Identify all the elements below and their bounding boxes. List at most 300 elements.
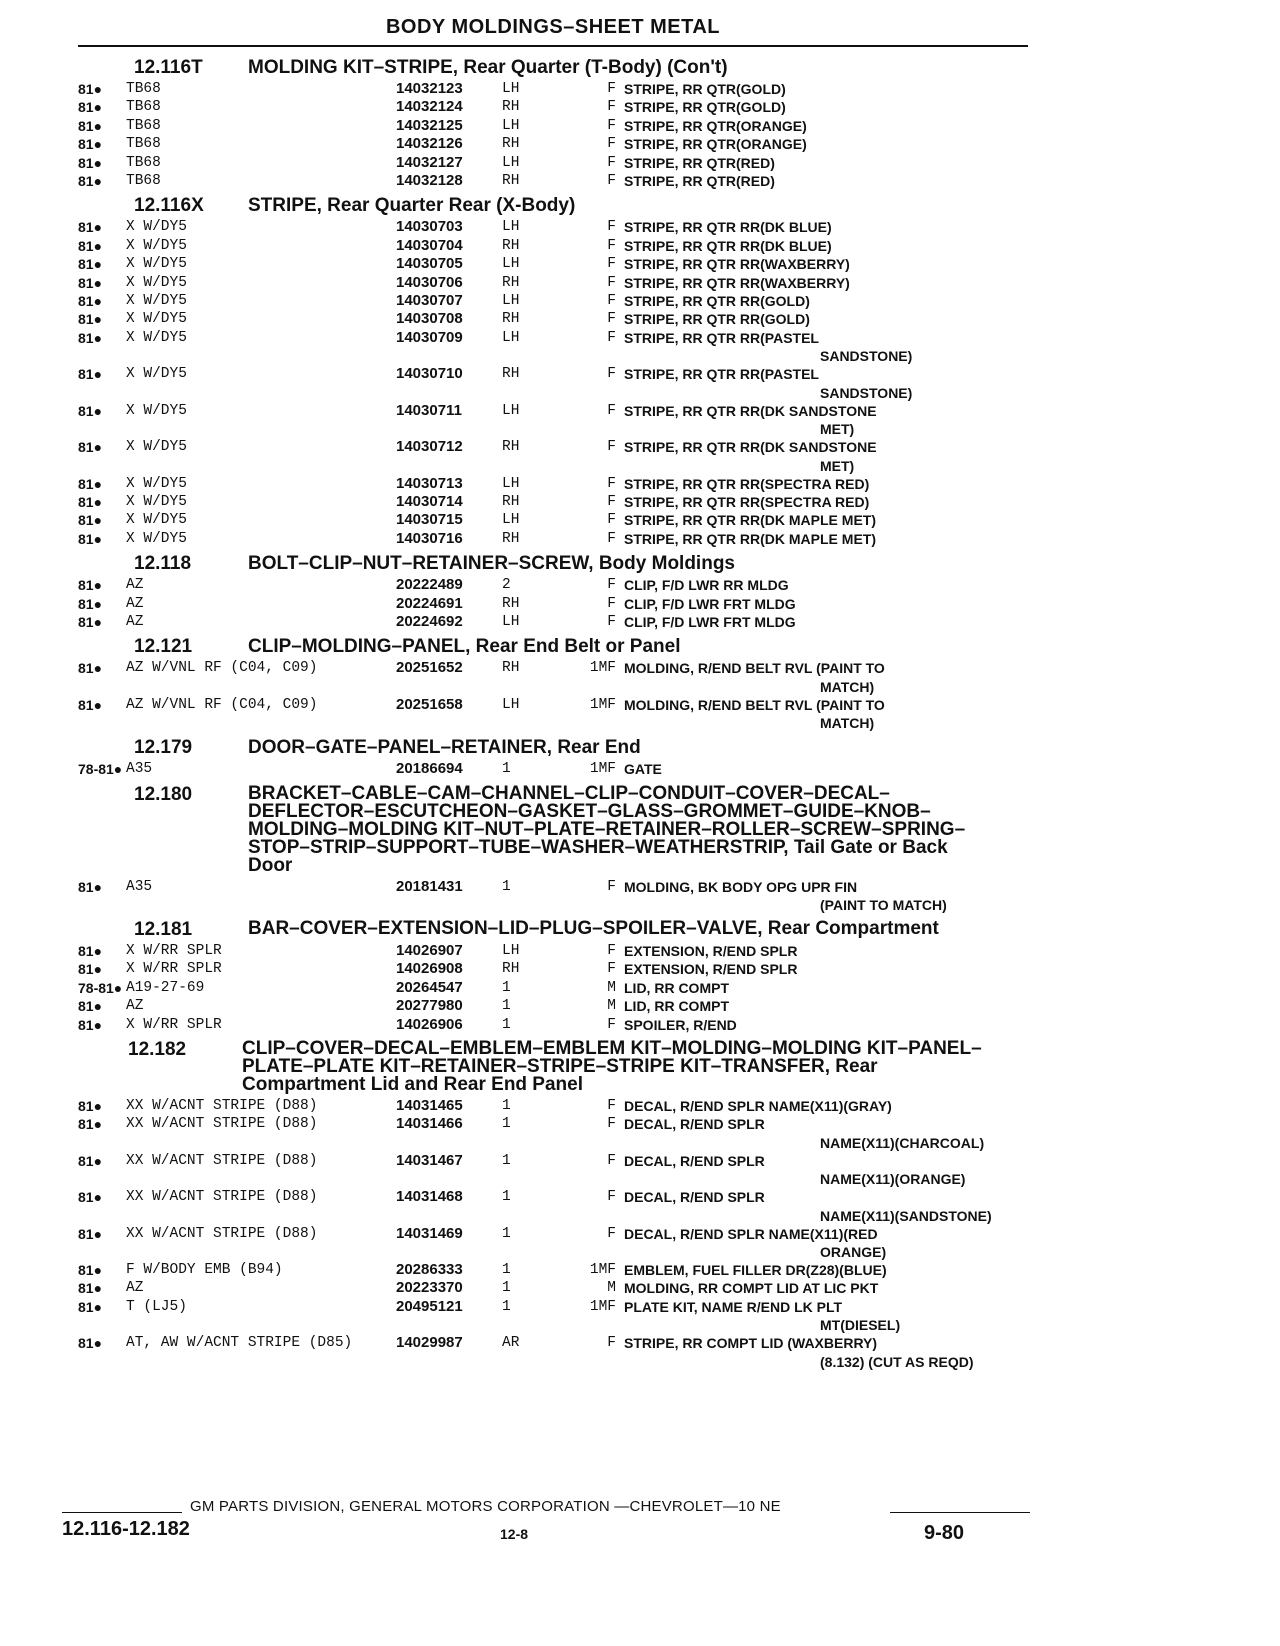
part-row — [78, 98, 1030, 116]
part-description-continued: (8.132) (CUT AS REQD) — [820, 1353, 974, 1370]
part-description: DECAL, R/END SPLR NAME(X11)(RED — [624, 1225, 878, 1242]
group-code: F — [607, 154, 616, 171]
group-code: F — [607, 1152, 616, 1169]
section-title: BRACKET–CABLE–CAM–CHANNEL–CLIP–CONDUIT–COVER–DECAL–DEFLECTOR–ESCUTCHEON–GASKET–GLASS–GROMMET–GUIDE–KNOB–MOLDING–MOLDING KIT–NUT–PLATE–RETAINER–ROLLER–SCREW–SPRING–STOP–STRIP–SUPPORT–TUBE–WASHER–WEATHERSTRIP, Tail Gate or Back Door — [248, 782, 966, 876]
group-code: F — [607, 117, 616, 134]
model-year: 81● — [78, 878, 103, 895]
model-year: 81● — [78, 942, 103, 959]
section-number: 12.180 — [134, 783, 193, 805]
group-code: F — [607, 1335, 616, 1352]
footer-page-number: 12-8 — [500, 1526, 529, 1542]
quantity: 1 — [502, 1152, 511, 1169]
model-application: TB68 — [126, 99, 161, 116]
model-application: TB68 — [126, 154, 161, 171]
section-number: 12.179 — [134, 737, 193, 759]
part-description: STRIPE, RR QTR(GOLD) — [624, 81, 786, 97]
section-number: 12.121 — [134, 636, 193, 658]
part-description: STRIPE, RR QTR RR(DK BLUE) — [624, 219, 832, 236]
part-description: STRIPE, RR QTR RR(DK BLUE) — [624, 237, 832, 254]
quantity: 1 — [502, 1189, 511, 1206]
part-row — [78, 255, 1030, 273]
model-year: 81● — [78, 1335, 103, 1352]
quantity: LH — [502, 117, 520, 134]
part-description: DECAL, R/END SPLR — [624, 1116, 765, 1133]
group-code: F — [607, 311, 616, 328]
part-number: 20223370 — [396, 1279, 463, 1297]
model-year: 81● — [78, 512, 103, 529]
section-heading — [78, 58, 1030, 77]
part-description-continued: (PAINT TO MATCH) — [820, 896, 947, 913]
catalog-section — [78, 917, 1030, 1034]
group-code: F — [607, 878, 616, 895]
part-row — [78, 942, 1030, 960]
model-year: 81● — [78, 961, 103, 978]
part-description: MOLDING, R/END BELT RVL (PAINT TO — [624, 660, 885, 677]
section-heading — [78, 782, 1030, 876]
model-application: A19-27-69 — [126, 979, 205, 996]
model-application: AZ — [126, 613, 144, 630]
group-code: F — [607, 613, 616, 630]
part-number: 20264547 — [396, 978, 463, 996]
part-number: 20495121 — [396, 1297, 463, 1315]
part-number: 14030711 — [396, 401, 462, 419]
part-number: 14030710 — [396, 365, 463, 383]
part-number: 14030707 — [396, 292, 463, 310]
part-number: 14031466 — [396, 1115, 463, 1133]
quantity: LH — [502, 219, 520, 236]
part-row — [78, 475, 1030, 493]
part-description-continued: ORANGE) — [820, 1244, 887, 1261]
catalog-section — [78, 196, 1030, 548]
model-application: X W/DY5 — [126, 530, 187, 547]
part-description: STRIPE, RR QTR RR(WAXBERRY) — [624, 274, 850, 291]
section-title: STRIPE, Rear Quarter Rear (X-Body) — [248, 195, 576, 217]
section-number: 12.116X — [134, 195, 204, 217]
part-row — [78, 172, 1030, 190]
catalog-section — [78, 782, 1030, 914]
part-row — [78, 1225, 1030, 1243]
model-year: 81● — [78, 1280, 103, 1297]
footer-date: 9-80 — [924, 1522, 965, 1544]
model-year: 81● — [78, 1298, 103, 1315]
part-description: CLIP, F/D LWR FRT MLDG — [624, 595, 796, 612]
part-description: STRIPE, RR QTR(GOLD) — [624, 99, 786, 116]
model-year: 81● — [78, 402, 103, 419]
part-number: 14031465 — [396, 1097, 463, 1114]
group-code: F — [607, 1225, 616, 1242]
group-code: F — [607, 1016, 616, 1033]
model-application: X W/RR SPLR — [126, 1016, 222, 1033]
quantity: RH — [502, 274, 520, 291]
quantity: RH — [502, 99, 520, 116]
part-description-continued: MET) — [820, 457, 855, 474]
part-number: 14032124 — [396, 98, 463, 116]
model-application: TB68 — [126, 117, 161, 134]
part-row — [78, 1334, 1030, 1352]
part-row — [78, 237, 1030, 255]
part-description: CLIP, F/D LWR FRT MLDG — [624, 613, 796, 630]
part-number: 14032128 — [396, 172, 463, 190]
model-year: 81● — [78, 1152, 103, 1169]
part-number: 14030704 — [396, 236, 463, 254]
part-description: MOLDING, RR COMPT LID AT LIC PKT — [624, 1280, 879, 1297]
model-year: 81● — [78, 493, 103, 510]
group-code: F — [607, 1098, 616, 1114]
catalog-section — [78, 1040, 1030, 1371]
part-description: GATE — [624, 761, 662, 778]
model-year: 81● — [78, 329, 103, 346]
model-year: 81● — [78, 117, 103, 134]
model-application: XX W/ACNT STRIPE (D88) — [126, 1225, 318, 1242]
model-year: 81● — [78, 595, 103, 612]
section-number: 12.181 — [134, 918, 193, 940]
section-number: 12.116T — [134, 57, 203, 78]
part-description: MOLDING, R/END BELT RVL (PAINT TO — [624, 696, 885, 713]
model-year: 81● — [78, 998, 103, 1015]
model-application: AZ W/VNL RF (C04, C09) — [126, 660, 318, 677]
group-code: F — [607, 274, 616, 291]
section-heading — [78, 196, 1030, 215]
group-code: F — [607, 293, 616, 310]
group-code: F — [607, 237, 616, 254]
group-code: 1MF — [589, 1298, 616, 1315]
part-row — [78, 576, 1030, 594]
section-number: 12.182 — [128, 1039, 187, 1060]
part-number: 14029987 — [396, 1334, 463, 1352]
model-application: X W/DY5 — [126, 237, 187, 254]
group-code: F — [607, 1116, 616, 1133]
group-code: F — [607, 439, 616, 456]
model-application: X W/DY5 — [126, 256, 187, 273]
part-number: 14030714 — [396, 492, 463, 510]
quantity: 1 — [502, 761, 511, 778]
model-application: AT, AW W/ACNT STRIPE (D85) — [126, 1335, 353, 1352]
part-description: PLATE KIT, NAME R/END LK PLT — [624, 1298, 843, 1315]
part-row — [78, 117, 1030, 135]
quantity: RH — [502, 311, 520, 328]
part-number: 14030716 — [396, 529, 463, 547]
part-description: STRIPE, RR QTR RR(GOLD) — [624, 293, 810, 310]
section-title: BAR–COVER–EXTENSION–LID–PLUG–SPOILER–VALVE, Rear Compartment — [248, 917, 939, 939]
part-row — [78, 1152, 1030, 1170]
group-code: F — [607, 577, 616, 594]
part-row — [78, 310, 1030, 328]
part-description: STRIPE, RR COMPT LID (WAXBERRY) — [624, 1335, 878, 1352]
group-code: F — [607, 173, 616, 190]
page-footer — [62, 1492, 1030, 1552]
group-code: F — [607, 219, 616, 236]
group-code: F — [607, 136, 616, 153]
page-title: BODY MOLDINGS–SHEET METAL — [385, 16, 720, 38]
model-year: 81● — [78, 311, 103, 328]
model-year: 81● — [78, 1016, 103, 1033]
quantity: 1 — [502, 1262, 511, 1279]
part-description-continued: MATCH) — [820, 715, 875, 732]
section-heading — [78, 637, 1030, 656]
quantity: LH — [502, 475, 520, 492]
model-year: 81● — [78, 256, 103, 273]
part-row — [78, 1016, 1030, 1034]
group-code: M — [607, 979, 616, 996]
model-application: AZ — [126, 595, 144, 612]
model-year: 81● — [78, 1225, 103, 1242]
quantity: 1 — [502, 1225, 511, 1242]
model-year: 81● — [78, 237, 103, 254]
quantity: LH — [502, 256, 520, 273]
quantity: RH — [502, 136, 520, 153]
part-description-continued: SANDSTONE) — [820, 348, 913, 365]
model-application: AZ — [126, 1280, 144, 1297]
quantity: RH — [502, 595, 520, 612]
part-description-continued: NAME(X11)(SANDSTONE) — [820, 1207, 992, 1224]
group-code: F — [607, 493, 616, 510]
part-description: STRIPE, RR QTR RR(PASTEL — [624, 366, 819, 383]
quantity: RH — [502, 237, 520, 254]
model-application: TB68 — [126, 173, 161, 190]
part-row — [78, 530, 1030, 548]
footer-publisher: GM PARTS DIVISION, GENERAL MOTORS CORPORATION —CHEVROLET—10 NE — [190, 1498, 781, 1515]
catalog-section — [78, 554, 1030, 631]
section-heading — [78, 554, 1030, 573]
group-code: F — [607, 530, 616, 547]
part-row — [78, 329, 1030, 347]
group-code: 1MF — [589, 660, 616, 677]
part-description-continued: NAME(X11)(CHARCOAL) — [820, 1134, 985, 1151]
part-row — [78, 274, 1030, 292]
quantity: LH — [502, 329, 520, 346]
part-number: 14030705 — [396, 255, 463, 273]
catalog-section — [78, 637, 1030, 732]
model-year: 81● — [78, 136, 103, 153]
part-number: 20251658 — [396, 695, 463, 713]
quantity: LH — [502, 696, 520, 713]
part-row — [78, 878, 1030, 896]
model-year: 81● — [78, 293, 103, 310]
part-number: 14026907 — [396, 941, 463, 959]
model-application: X W/DY5 — [126, 329, 187, 346]
part-number: 14026906 — [396, 1015, 463, 1033]
quantity: LH — [502, 402, 520, 419]
model-year: 81● — [78, 530, 103, 547]
part-description: CLIP, F/D LWR RR MLDG — [624, 577, 789, 594]
part-number: 14030713 — [396, 474, 463, 492]
part-description: EMBLEM, FUEL FILLER DR(Z28)(BLUE) — [624, 1262, 887, 1279]
part-number: 14032126 — [396, 135, 463, 153]
quantity: LH — [502, 512, 520, 529]
part-description-continued: SANDSTONE) — [820, 384, 913, 401]
model-year: 81● — [78, 660, 103, 677]
part-number: 14030703 — [396, 218, 463, 236]
part-description: STRIPE, RR QTR RR(DK MAPLE MET) — [624, 530, 876, 547]
model-year: 81● — [78, 366, 103, 383]
catalog-section — [78, 58, 1030, 190]
model-year: 81● — [78, 696, 103, 713]
model-application: X W/DY5 — [126, 274, 187, 291]
quantity: RH — [502, 173, 520, 190]
model-year: 78-81● — [78, 979, 123, 996]
part-number: 20251652 — [396, 659, 463, 677]
part-row — [78, 218, 1030, 236]
model-application: AZ W/VNL RF (C04, C09) — [126, 696, 318, 713]
model-application: XX W/ACNT STRIPE (D88) — [126, 1116, 318, 1133]
part-number: 20277980 — [396, 997, 463, 1015]
part-row — [78, 135, 1030, 153]
model-application: X W/DY5 — [126, 475, 187, 492]
quantity: 1 — [502, 1098, 511, 1114]
part-number: 20286333 — [396, 1261, 463, 1279]
model-application: AZ — [126, 998, 144, 1015]
quantity: 1 — [502, 878, 511, 895]
model-year: 81● — [78, 154, 103, 171]
part-row — [78, 402, 1030, 420]
part-row — [78, 1298, 1030, 1316]
model-application: X W/DY5 — [126, 311, 187, 328]
model-year: 78-81● — [78, 761, 123, 778]
quantity: RH — [502, 530, 520, 547]
model-year: 81● — [78, 219, 103, 236]
group-code: F — [607, 961, 616, 978]
part-number: 14026908 — [396, 960, 463, 978]
part-description: STRIPE, RR QTR(ORANGE) — [624, 136, 807, 153]
model-year: 81● — [78, 613, 103, 630]
group-code: 1MF — [589, 696, 616, 713]
model-application: XX W/ACNT STRIPE (D88) — [126, 1189, 318, 1206]
section-title: CLIP–MOLDING–PANEL, Rear End Belt or Panel — [248, 636, 681, 658]
quantity: RH — [502, 961, 520, 978]
quantity: 1 — [502, 979, 511, 996]
part-description: EXTENSION, R/END SPLR — [624, 942, 798, 959]
model-application: X W/DY5 — [126, 366, 187, 383]
section-heading — [78, 738, 1030, 757]
section-title: DOOR–GATE–PANEL–RETAINER, Rear End — [248, 737, 641, 759]
quantity: RH — [502, 366, 520, 383]
section-heading — [78, 917, 1030, 940]
header-divider — [78, 45, 1028, 47]
model-application: X W/DY5 — [126, 512, 187, 529]
model-application: X W/DY5 — [126, 402, 187, 419]
model-year: 81● — [78, 81, 103, 97]
group-code: F — [607, 512, 616, 529]
model-application: X W/DY5 — [126, 493, 187, 510]
group-code: F — [607, 329, 616, 346]
model-application: T (LJ5) — [126, 1298, 187, 1315]
quantity: RH — [502, 660, 520, 677]
model-year: 81● — [78, 1098, 103, 1114]
model-application: XX W/ACNT STRIPE (D88) — [126, 1098, 318, 1114]
section-number: 12.118 — [134, 553, 192, 575]
part-description: STRIPE, RR QTR RR(PASTEL — [624, 329, 819, 346]
part-number: 14030709 — [396, 328, 463, 346]
group-code: F — [607, 475, 616, 492]
model-year: 81● — [78, 439, 103, 456]
model-application: TB68 — [126, 136, 161, 153]
part-row — [78, 365, 1030, 383]
model-year: 81● — [78, 173, 103, 190]
catalog-section — [78, 738, 1030, 778]
part-description: STRIPE, RR QTR RR(DK SANDSTONE — [624, 402, 877, 419]
part-description: STRIPE, RR QTR(RED) — [624, 154, 775, 171]
model-application: TB68 — [126, 81, 161, 97]
part-row — [78, 696, 1030, 714]
part-row — [78, 1097, 1030, 1115]
group-code: F — [607, 81, 616, 97]
section-title: BOLT–CLIP–NUT–RETAINER–SCREW, Body Moldings — [248, 553, 735, 575]
group-code: 1MF — [589, 761, 616, 778]
part-description-continued: NAME(X11)(ORANGE) — [820, 1171, 966, 1188]
group-code: F — [607, 402, 616, 419]
part-number: 20224691 — [396, 594, 463, 612]
model-year: 81● — [78, 99, 103, 116]
quantity: LH — [502, 942, 520, 959]
group-code: F — [607, 942, 616, 959]
quantity: RH — [502, 439, 520, 456]
part-row — [78, 979, 1030, 997]
quantity: LH — [502, 613, 520, 630]
model-application: X W/DY5 — [126, 219, 187, 236]
part-number: 14030706 — [396, 273, 463, 291]
group-code: 1MF — [589, 1262, 616, 1279]
part-number: 20181431 — [396, 877, 463, 895]
quantity: 2 — [502, 577, 511, 594]
part-row — [78, 438, 1030, 456]
part-description-continued: MT(DIESEL) — [820, 1317, 901, 1334]
footer-divider-left — [62, 1512, 182, 1513]
part-description: STRIPE, RR QTR(RED) — [624, 173, 775, 190]
footer-divider-right — [890, 1512, 1030, 1513]
part-number: 14032123 — [396, 80, 463, 97]
model-year: 81● — [78, 1262, 103, 1279]
model-application: X W/RR SPLR — [126, 942, 222, 959]
group-code: F — [607, 595, 616, 612]
part-number: 14032125 — [396, 116, 463, 134]
part-description: EXTENSION, R/END SPLR — [624, 961, 798, 978]
model-application: X W/DY5 — [126, 439, 187, 456]
part-row — [78, 1261, 1030, 1279]
model-application: AZ — [126, 577, 144, 594]
model-year: 81● — [78, 1116, 103, 1133]
part-row — [78, 659, 1030, 677]
part-number: 14031467 — [396, 1151, 463, 1169]
model-year: 81● — [78, 577, 103, 594]
part-number: 20224692 — [396, 612, 463, 630]
part-row — [78, 292, 1030, 310]
group-code: F — [607, 256, 616, 273]
part-description: STRIPE, RR QTR RR(SPECTRA RED) — [624, 493, 870, 510]
group-code: F — [607, 1189, 616, 1206]
part-description: STRIPE, RR QTR(ORANGE) — [624, 117, 807, 134]
model-application: F W/BODY EMB (B94) — [126, 1262, 283, 1279]
part-row — [78, 511, 1030, 529]
quantity: AR — [502, 1335, 520, 1352]
part-row — [78, 595, 1030, 613]
quantity: RH — [502, 493, 520, 510]
part-number: 14032127 — [396, 153, 463, 171]
part-description: LID, RR COMPT — [624, 998, 729, 1015]
part-description: STRIPE, RR QTR RR(DK SANDSTONE — [624, 439, 877, 456]
quantity: LH — [502, 293, 520, 310]
part-row — [78, 997, 1030, 1015]
footer-section-range: 12.116-12.182 — [62, 1518, 190, 1540]
part-row — [78, 493, 1030, 511]
part-row — [78, 613, 1030, 631]
part-row — [78, 960, 1030, 978]
group-code: F — [607, 99, 616, 116]
section-title: CLIP–COVER–DECAL–EMBLEM–EMBLEM KIT–MOLDING–MOLDING KIT–PANEL–PLATE–PLATE KIT–RETAINER–STRIPE–STRIPE KIT–TRANSFER, Rear Compartment Lid and Rear End Panel — [242, 1038, 982, 1095]
quantity: LH — [502, 81, 520, 97]
quantity: 1 — [502, 1298, 511, 1315]
part-row — [78, 1279, 1030, 1297]
part-row — [78, 760, 1030, 778]
